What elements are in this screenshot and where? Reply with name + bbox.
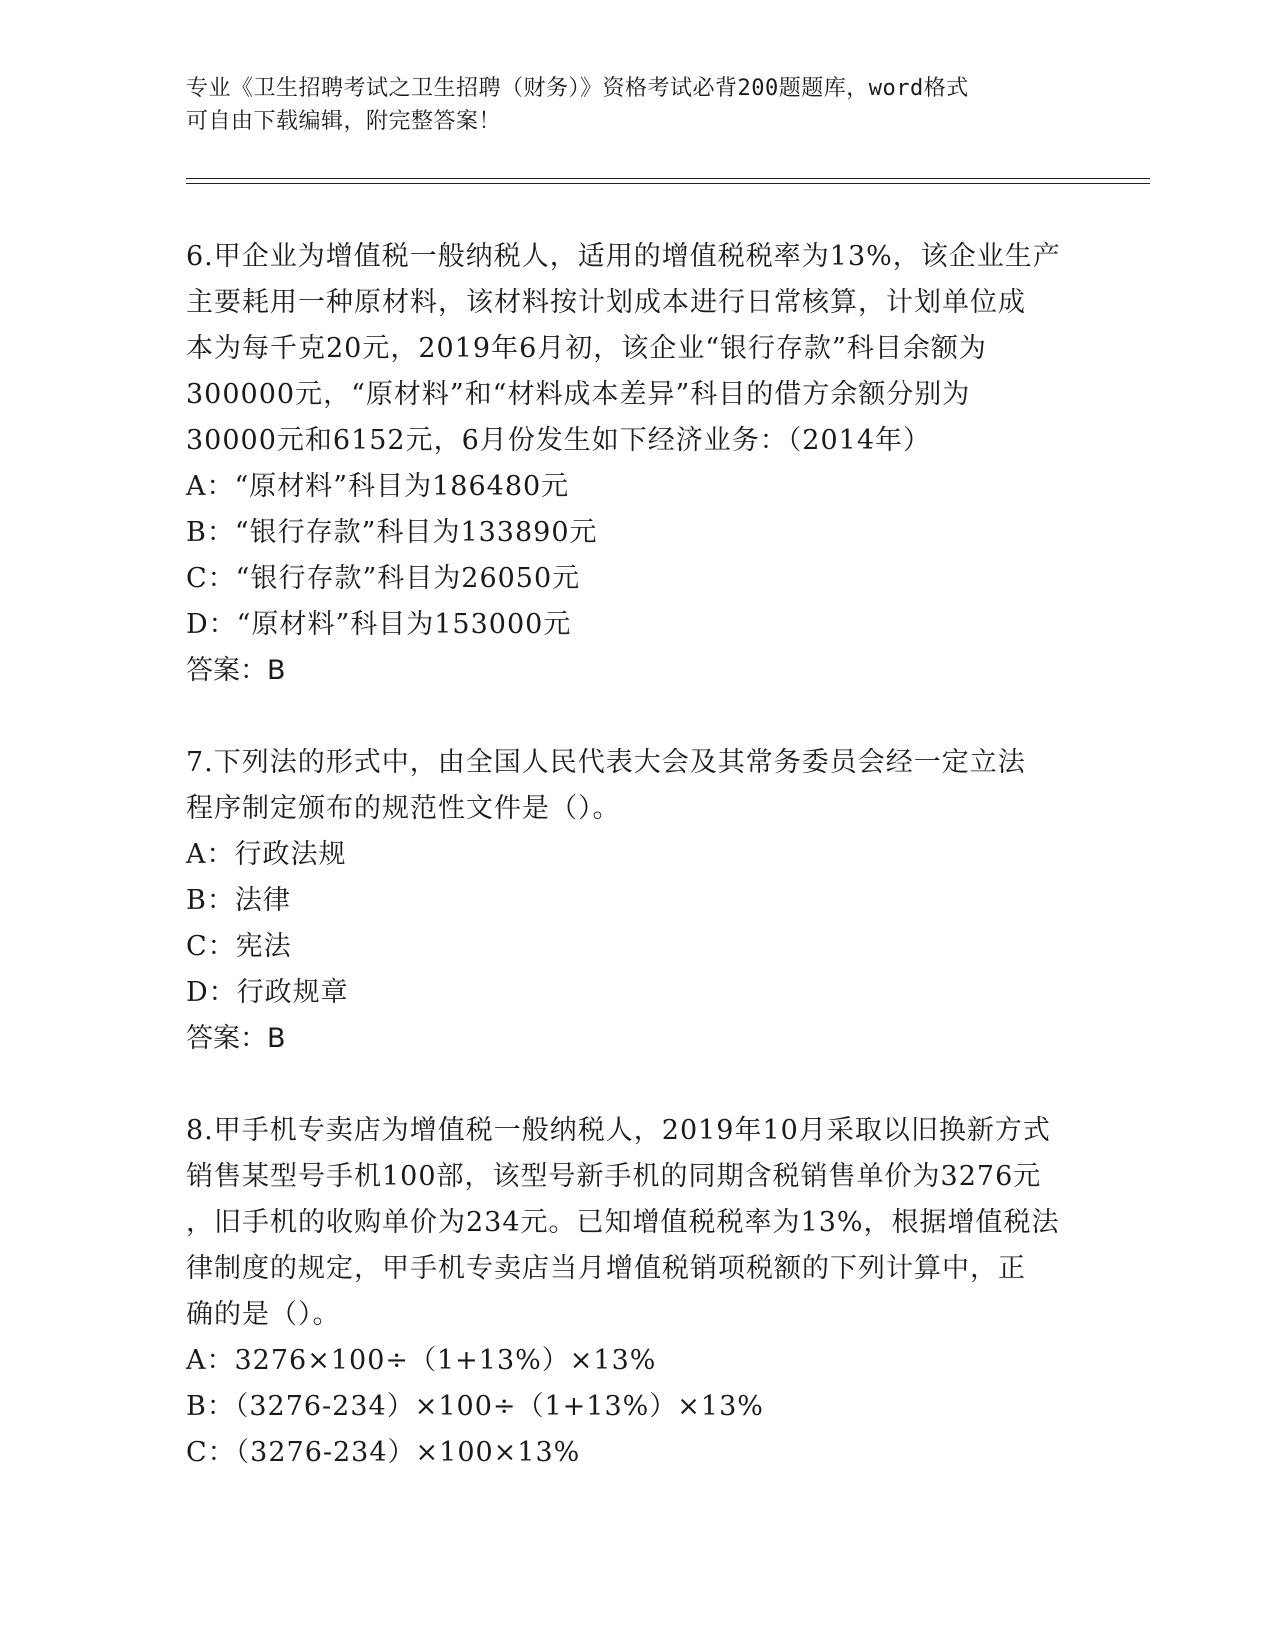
option-c: C：宪法: [186, 931, 292, 962]
header-title-line-1: 专业《卫生招聘考试之卫生招聘（财务）》资格考试必背200题题库，word格式: [186, 76, 969, 101]
option-b: B：法律: [186, 885, 291, 916]
question-8: [186, 1108, 1086, 1476]
option-a: A：“原材料”科目为186480元: [186, 471, 570, 502]
option-d: D：行政规章: [186, 977, 349, 1008]
answer-label: 答案：B: [186, 1023, 286, 1054]
question-stem-line: 300000元，“原材料”和“材料成本差异”科目的借方余额分别为: [186, 379, 971, 410]
option-b: B：“银行存款”科目为133890元: [186, 517, 598, 548]
question-stem-line: 确的是（）。: [186, 1299, 341, 1330]
question-stem-line: 30000元和6152元，6月份发生如下经济业务：（2014年）: [186, 425, 931, 456]
option-a: A：行政法规: [186, 839, 347, 870]
question-stem-line: 销售某型号手机100部，该型号新手机的同期含税销售单价为3276元: [186, 1161, 1042, 1192]
question-stem-line: 律制度的规定，甲手机专卖店当月增值税销项税额的下列计算中，正: [186, 1253, 1026, 1284]
option-a: A：3276×100÷（1+13%）×13%: [186, 1345, 657, 1376]
option-c: C：（3276-234）×100×13%: [186, 1437, 581, 1468]
header-divider-top: [186, 178, 1150, 179]
question-stem-line: 程序制定颁布的规范性文件是（）。: [186, 793, 621, 824]
document-header: [186, 72, 1066, 138]
question-stem-line: 7.下列法的形式中，由全国人民代表大会及其常务委员会经一定立法: [186, 747, 1026, 778]
question-6: [186, 234, 1086, 694]
question-stem-line: 本为每千克20元，2019年6月初，该企业“银行存款”科目余额为: [186, 333, 987, 364]
header-title-line-2: 可自由下载编辑，附完整答案！: [186, 109, 502, 134]
option-d: D：“原材料”科目为153000元: [186, 609, 572, 640]
option-b: B：（3276-234）×100÷（1+13%）×13%: [186, 1391, 764, 1422]
header-divider-bottom: [186, 183, 1150, 184]
question-stem-line: 6.甲企业为增值税一般纳税人，适用的增值税税率为13%，该企业生产: [186, 241, 1061, 272]
option-c: C：“银行存款”科目为26050元: [186, 563, 581, 594]
question-stem-line: 8.甲手机专卖店为增值税一般纳税人，2019年10月采取以旧换新方式: [186, 1115, 1051, 1146]
answer-label: 答案：B: [186, 655, 286, 686]
question-stem-line: ，旧手机的收购单价为234元。已知增值税税率为13%，根据增值税法: [186, 1207, 1060, 1238]
question-stem-line: 主要耗用一种原材料，该材料按计划成本进行日常核算，计划单位成: [186, 287, 1026, 318]
question-7: [186, 740, 1086, 1062]
question-list: [186, 234, 1086, 1522]
